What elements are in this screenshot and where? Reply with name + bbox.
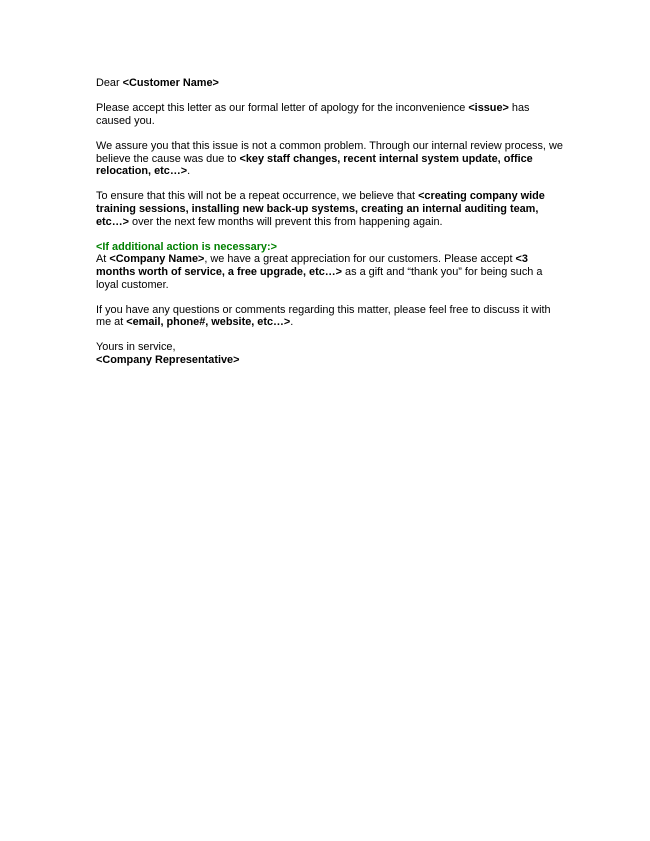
contact-paragraph xyxy=(96,304,566,329)
prevention-paragraph xyxy=(96,190,566,228)
valediction: Yours in service, xyxy=(96,341,176,354)
customer-name-placeholder: <Customer Name> xyxy=(122,77,219,89)
cause-placeholder-cont: relocation, etc…> xyxy=(96,165,188,178)
issue-placeholder: <issue> xyxy=(468,102,509,115)
text-run: over the next few months will prevent this from happening again. xyxy=(129,215,443,228)
salutation xyxy=(96,77,566,90)
cause-placeholder: <key staff changes, recent internal system update, office xyxy=(239,152,533,165)
text-run: At xyxy=(96,253,110,266)
prevention-placeholder-end: etc…> xyxy=(96,215,129,228)
additional-action-note: <If additional action is necessary:> xyxy=(96,240,277,253)
cause-paragraph xyxy=(96,140,566,178)
prevention-placeholder-cont: training sessions, installing new back-up systems, creating an internal auditing team, xyxy=(96,202,539,215)
gift-placeholder: <3 xyxy=(515,253,528,266)
text-run: To ensure that this will not be a repeat occurrence, we believe that xyxy=(96,190,419,203)
contact-placeholder: <email, phone#, website, etc…> xyxy=(126,316,291,329)
representative-placeholder: <Company Representative> xyxy=(96,354,240,367)
text-line: If you have any questions or comments regarding this matter, please feel free to discuss it with xyxy=(96,303,551,316)
closing xyxy=(96,341,566,366)
text-line: caused you. xyxy=(96,114,155,127)
text-run: , we have a great appreciation for our customers. Please accept xyxy=(204,253,516,266)
salutation-prefix: Dear xyxy=(96,77,123,89)
additional-action-paragraph xyxy=(96,241,566,291)
text-run: . xyxy=(187,165,191,178)
company-name-placeholder: <Company Name> xyxy=(109,253,205,266)
text-run: . xyxy=(290,316,294,329)
text-run: believe the cause was due to xyxy=(96,152,240,165)
text-run: has xyxy=(508,102,530,115)
text-run: as a gift and “thank you” for being such a xyxy=(342,265,543,278)
text-line: We assure you that this issue is not a common problem. Through our internal review process, we xyxy=(96,139,563,152)
letter-body xyxy=(96,77,566,379)
text-line: loyal customer. xyxy=(96,278,169,291)
text-run: Please accept this letter as our formal letter of apology for the inconvenience xyxy=(96,102,469,115)
prevention-placeholder: <creating company wide xyxy=(418,190,545,203)
gift-placeholder-cont: months worth of service, a free upgrade, etc…> xyxy=(96,265,343,278)
text-run: me at xyxy=(96,316,127,329)
apology-paragraph xyxy=(96,102,566,127)
